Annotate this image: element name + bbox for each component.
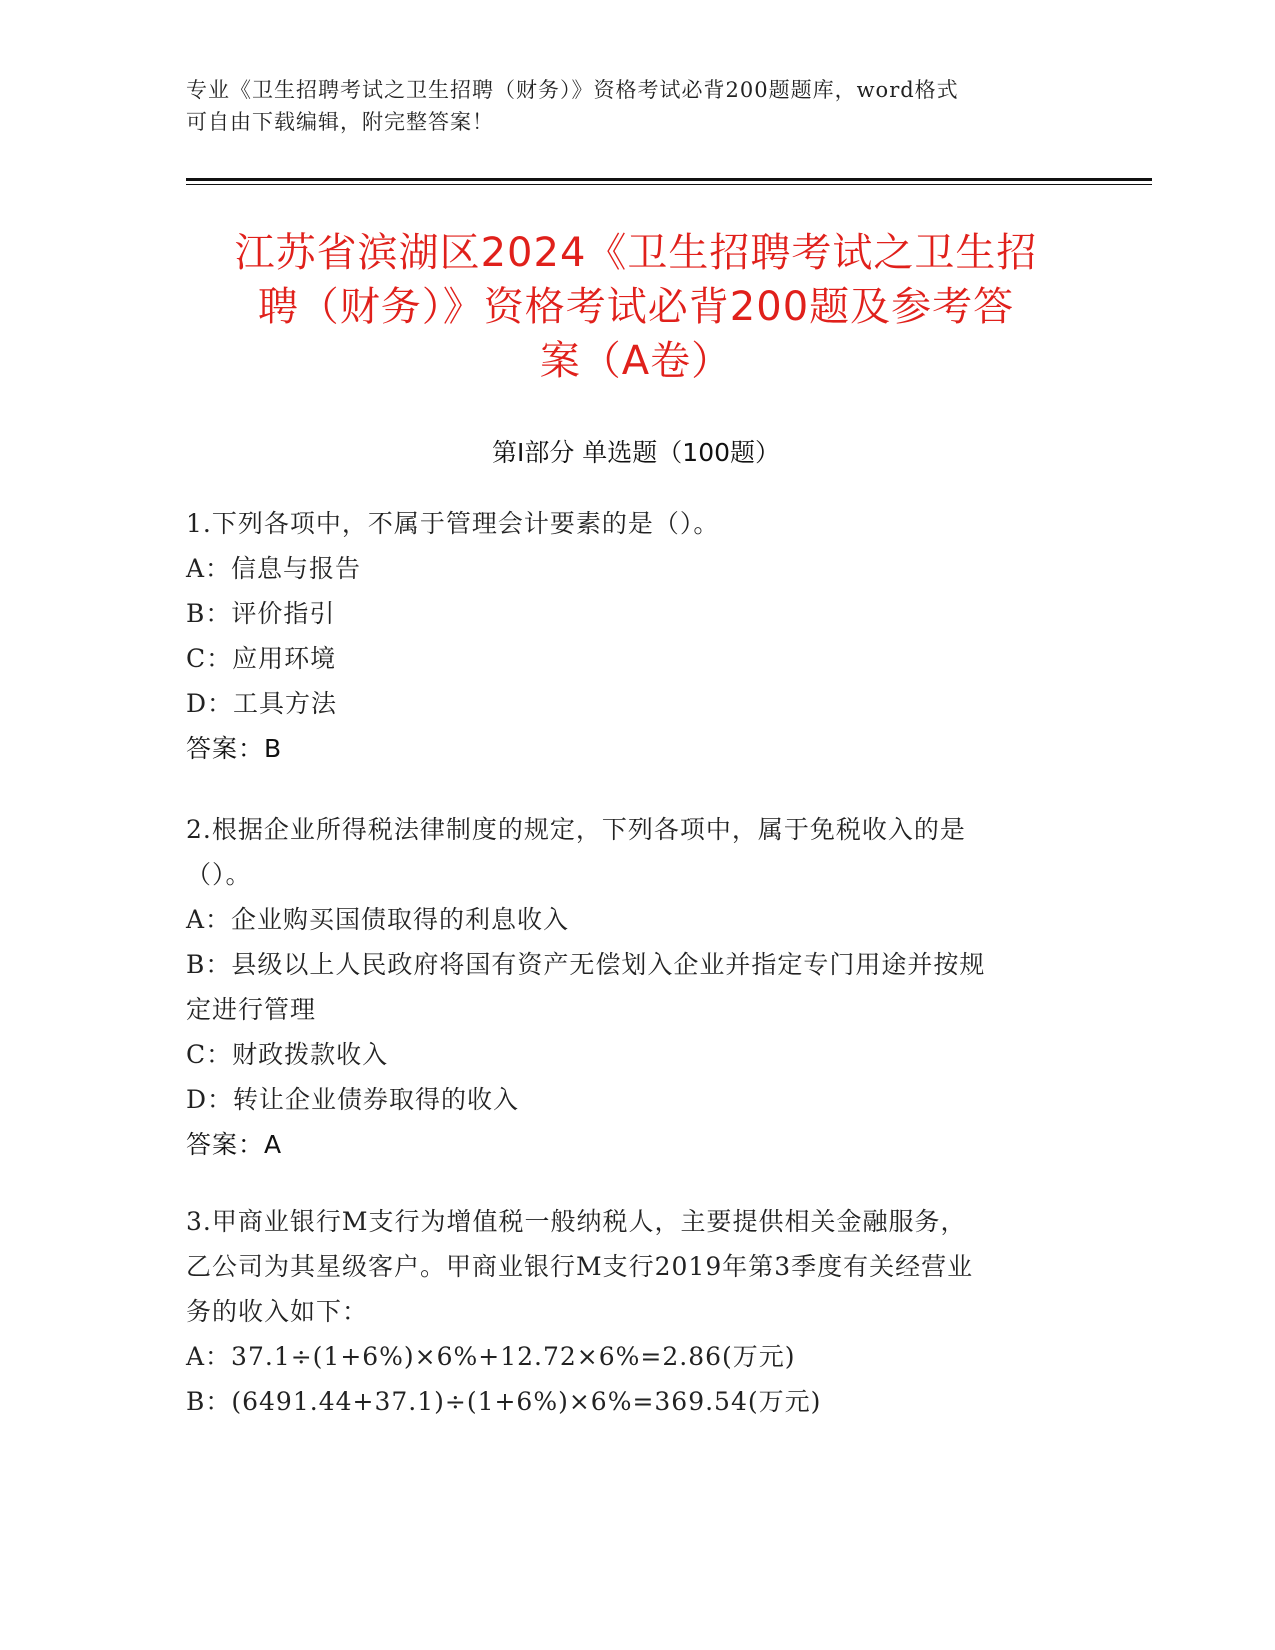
question-stem-cont: 乙公司为其星级客户。甲商业银行M支行2019年第3季度有关经营业 <box>186 1252 974 1281</box>
question-stem: 3.甲商业银行M支行为增值税一般纳税人，主要提供相关金融服务， <box>186 1207 967 1236</box>
option-b: B：评价指引 <box>186 599 336 628</box>
header-note-line: 专业《卫生招聘考试之卫生招聘（财务）》资格考试必背200题题库，word格式 <box>186 78 959 102</box>
section-title: 第Ⅰ部分 单选题（100题） <box>491 438 781 467</box>
option-b: B：(6491.44+37.1)÷(1+6%)×6%=369.54(万元) <box>186 1387 822 1416</box>
option-a: A：37.1÷(1+6%)×6%+12.72×6%=2.86(万元) <box>186 1342 796 1371</box>
option-c: C：财政拨款收入 <box>186 1040 389 1069</box>
header-note-line: 可自由下载编辑，附完整答案！ <box>186 110 494 134</box>
header-divider-thin <box>186 184 1152 185</box>
answer-value: A <box>264 1130 283 1159</box>
question-stem: 1.下列各项中，不属于管理会计要素的是（）。 <box>186 509 720 538</box>
option-c: C：应用环境 <box>186 644 337 673</box>
header-note <box>186 74 1066 138</box>
title-line: 江苏省滨湖区2024《卫生招聘考试之卫生招 <box>234 230 1038 276</box>
option-a: A：信息与报告 <box>186 554 362 583</box>
option-d: D：工具方法 <box>186 689 338 718</box>
question-1 <box>186 501 1086 771</box>
answer <box>186 1122 1086 1167</box>
option-d: D：转让企业债券取得的收入 <box>186 1085 520 1114</box>
answer <box>186 726 1086 771</box>
option-b-cont: 定进行管理 <box>186 995 317 1024</box>
answer-label: 答案： <box>186 734 265 763</box>
question-stem-cont: （）。 <box>186 860 252 889</box>
answer-value: B <box>264 734 283 763</box>
header-divider <box>186 178 1152 181</box>
title-line: 案（A卷） <box>539 338 733 384</box>
question-stem-cont: 务的收入如下： <box>186 1297 369 1326</box>
question-stem: 2.根据企业所得税法律制度的规定，下列各项中，属于免税收入的是 <box>186 815 966 844</box>
answer-label: 答案： <box>186 1130 265 1159</box>
title-line: 聘（财务）》资格考试必背200题及参考答 <box>257 284 1015 330</box>
option-b: B：县级以上人民政府将国有资产无偿划入企业并指定专门用途并按规 <box>186 950 986 979</box>
question-2 <box>186 807 1086 1167</box>
document-title <box>186 226 1086 388</box>
question-3 <box>186 1199 1086 1424</box>
option-a: A：企业购买国债取得的利息收入 <box>186 905 570 934</box>
